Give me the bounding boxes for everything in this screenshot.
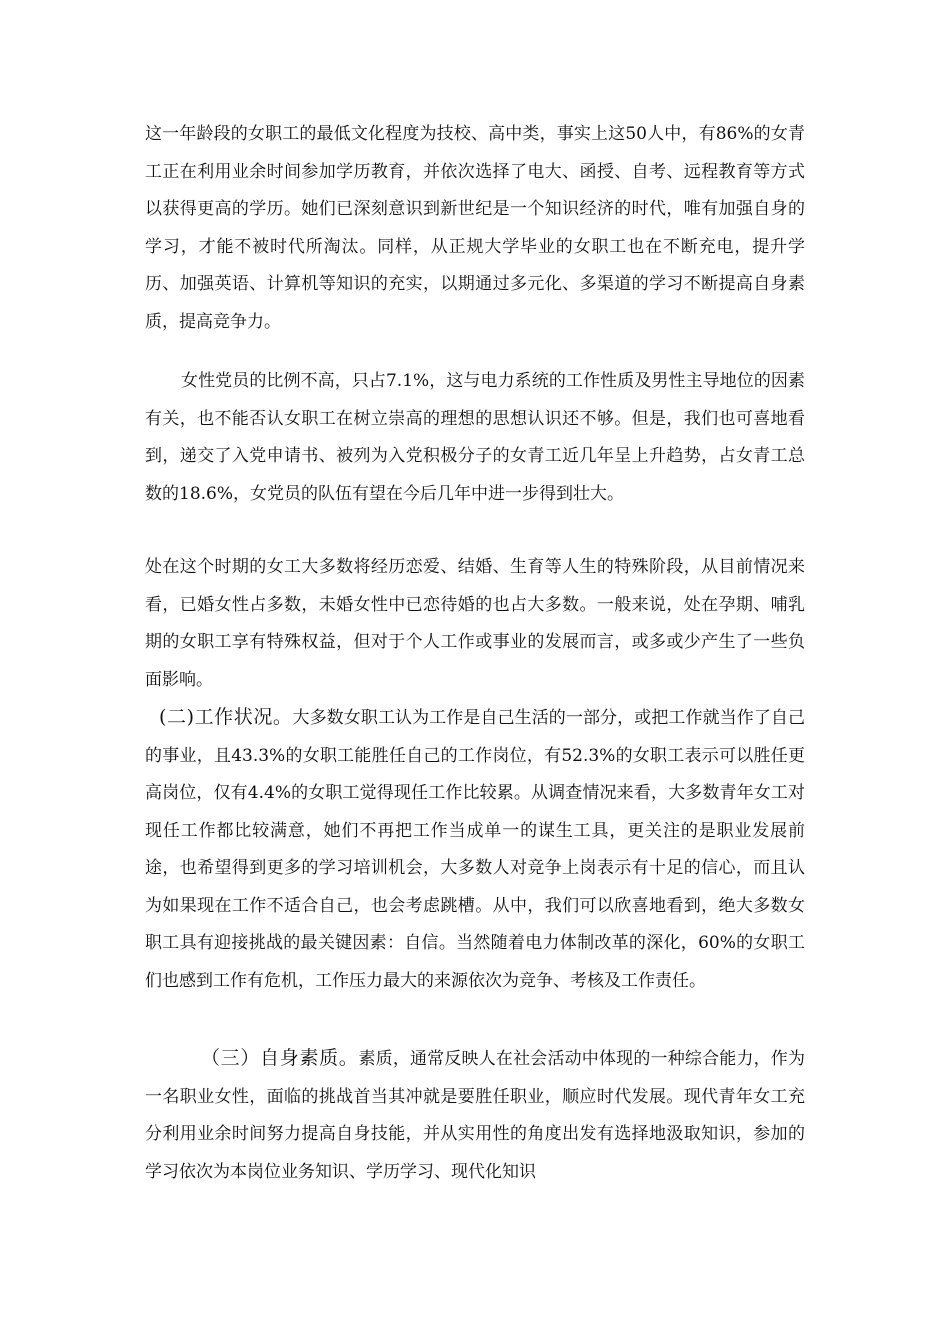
paragraph-marriage: 处在这个时期的女工大多数将经历恋爱、结婚、生育等人生的特殊阶段，从目前情况来看，已婚女性占多数，未婚女性中已恋待婚的也占大多数。一般来说，处在孕期、哺乳期的女职工享有特殊权益，但对于个人工作或事业的发展而言，或多或少产生了一些负面影响。 (145, 557, 805, 690)
paragraph-self-quality-body: 素质，通常反映人在社会活动中体现的一种综合能力，作为一名职业女性，面临的挑战首当其冲就是要胜任职业，顺应时代发展。现代青年女工充分利用业余时间努力提高自身技能，并从实用性的角度出发有选择地汲取知识，参加的学习依次为本岗位业务知识、学历学习、现代化知识 (145, 1049, 805, 1182)
paragraph-work-status (145, 699, 805, 1000)
section-heading-self-quality: （三）自身素质。 (201, 1047, 359, 1069)
paragraph-education: 这一年龄段的女职工的最低文化程度为技校、高中类，事实上这50人中，有86%的女青工正在利用业余时间参加学历教育，并依次选择了电大、函授、自考、远程教育等方式以获得更高的学历。她们已深刻意识到新世纪是一个知识经济的时代，唯有加强自身的学习，才能不被时代所淘汰。同样，从正规大学毕业的女职工也在不断充电，提升学历、加强英语、计算机等知识的充实，以期通过多元化、多渠道的学习不断提高自身素质，提高竞争力。 (145, 124, 805, 332)
paragraph-self-quality (145, 1040, 805, 1191)
paragraph-work-status-body: 大多数女职工认为工作是自己生活的一部分，或把工作就当作了自己的事业，且43.3%的女职工能胜任自己的工作岗位，有52.3%的女职工表示可以胜任更高岗位，仅有4.4%的女职工觉得现任工作比较累。从调查情况来看，大多数青年女工对现任工作都比较满意，她们不再把工作当成单一的谋生工具，更关注的是职业发展前途，也希望得到更多的学习培训机会，大多数人对竞争上岗表示有十足的信心，而且认为如果现在工作不适合自己，也会考虑跳槽。从中，我们可以欣喜地看到，绝大多数女职工具有迎接挑战的最关键因素：自信。当然随着电力体制改革的深化，60%的女职工们也感到工作有危机，工作压力最大的来源依次为竞争、考核及工作责任。 (145, 708, 806, 991)
section-heading-work-status: (二)工作状况。 (159, 706, 293, 728)
paragraph-party-members: 女性党员的比例不高，只占7.1%，这与电力系统的工作性质及男性主导地位的因素有关，也不能否认女职工在树立崇高的理想的思想认识还不够。但是，我们也可喜地看到，递交了入党申请书、被列为入党积极分子的女青工近几年呈上升趋势，占女青工总数的18.6%，女党员的队伍有望在今后几年中进一步得到壮大。 (145, 371, 805, 504)
